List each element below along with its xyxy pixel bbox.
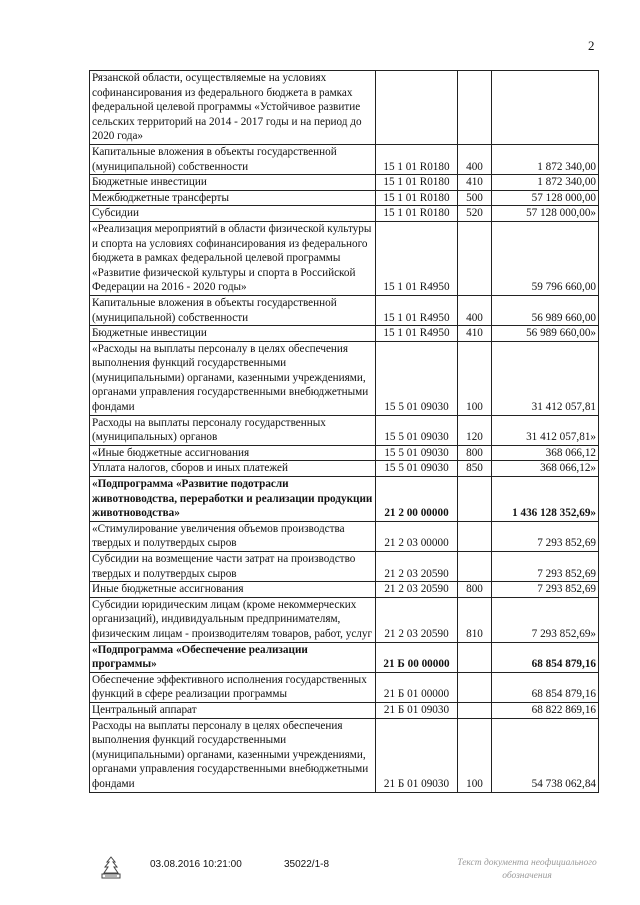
table-row	[90, 326, 599, 342]
table-row	[90, 221, 599, 295]
row-name-cell: «Иные бюджетные ассигнования	[90, 445, 376, 461]
row-name-cell: Расходы на выплаты персоналу в целях обеспечения выполнения функций государственными (муниципальными) органами, казенными учреждениями, органами управления государственными внебюджетными фондами	[90, 718, 376, 792]
row-code-cell: 21 Б 01 09030	[376, 702, 458, 718]
row-code-cell: 15 5 01 09030	[376, 445, 458, 461]
row-vr-cell: 850	[458, 461, 492, 477]
row-code-cell: 15 5 01 09030	[376, 461, 458, 477]
row-name-cell: Субсидии юридическим лицам (кроме некоммерческих организаций), индивидуальным предпринимателям, физическим лицам - производителям товаров, работ, услуг	[90, 597, 376, 642]
table-row	[90, 415, 599, 445]
row-vr-cell	[458, 221, 492, 295]
row-name-cell: Иные бюджетные ассигнования	[90, 582, 376, 598]
row-sum-cell: 7 293 852,69	[492, 521, 599, 551]
row-code-cell: 21 Б 00 00000	[376, 642, 458, 672]
row-name-cell: «Стимулирование увеличения объемов производства твердых и полутвердых сыров	[90, 521, 376, 551]
row-sum-cell: 68 822 869,16	[492, 702, 599, 718]
row-name-cell: Обеспечение эффективного исполнения государственных функций в сфере реализации программы	[90, 672, 376, 702]
table-row	[90, 552, 599, 582]
table-row	[90, 718, 599, 792]
row-sum-cell: 7 293 852,69»	[492, 597, 599, 642]
row-vr-cell: 120	[458, 415, 492, 445]
row-vr-cell	[458, 642, 492, 672]
row-sum-cell: 7 293 852,69	[492, 582, 599, 598]
row-vr-cell	[458, 71, 492, 145]
table-row	[90, 702, 599, 718]
row-code-cell: 21 Б 01 09030	[376, 718, 458, 792]
table-row	[90, 71, 599, 145]
row-code-cell: 15 5 01 09030	[376, 415, 458, 445]
footer-datetime: 03.08.2016 10:21:00	[150, 859, 242, 870]
row-name-cell: Капитальные вложения в объекты государственной (муниципальной) собственности	[90, 295, 376, 325]
row-code-cell: 21 2 03 20590	[376, 582, 458, 598]
row-sum-cell: 1 872 340,00	[492, 175, 599, 191]
row-vr-cell: 500	[458, 190, 492, 206]
row-vr-cell: 520	[458, 206, 492, 222]
row-name-cell: Рязанской области, осуществляемые на условиях софинансирования из федерального бюджета в рамках федеральной целевой программы «Устойчивое развитие сельских территорий на 2014 - 2017 годы и на период до 2020 года»	[90, 71, 376, 145]
table-row	[90, 341, 599, 415]
row-sum-cell: 56 989 660,00»	[492, 326, 599, 342]
row-sum-cell: 68 854 879,16	[492, 642, 599, 672]
table-row	[90, 144, 599, 174]
row-code-cell	[376, 71, 458, 145]
table-row	[90, 642, 599, 672]
row-name-cell: Расходы на выплаты персоналу государственных (муниципальных) органов	[90, 415, 376, 445]
row-code-cell: 15 1 01 R4950	[376, 295, 458, 325]
row-name-cell: Капитальные вложения в объекты государственной (муниципальной) собственности	[90, 144, 376, 174]
row-sum-cell: 1 436 128 352,69»	[492, 477, 599, 522]
row-vr-cell: 400	[458, 295, 492, 325]
row-vr-cell: 410	[458, 175, 492, 191]
row-code-cell: 15 1 01 R0180	[376, 144, 458, 174]
row-name-cell: Субсидии на возмещение части затрат на производство твердых и полутвердых сыров	[90, 552, 376, 582]
table-row	[90, 597, 599, 642]
row-name-cell: Уплата налогов, сборов и иных платежей	[90, 461, 376, 477]
row-code-cell: 21 Б 01 00000	[376, 672, 458, 702]
table-row	[90, 461, 599, 477]
row-vr-cell: 800	[458, 445, 492, 461]
row-vr-cell	[458, 552, 492, 582]
table-row	[90, 672, 599, 702]
row-vr-cell: 410	[458, 326, 492, 342]
row-code-cell: 15 1 01 R0180	[376, 175, 458, 191]
row-vr-cell: 800	[458, 582, 492, 598]
row-sum-cell: 54 738 062,84	[492, 718, 599, 792]
footer-doc-number: 35022/1-8	[284, 859, 330, 870]
row-vr-cell	[458, 477, 492, 522]
row-name-cell: «Реализация мероприятий в области физической культуры и спорта на условиях софинансирования из федерального бюджета в рамках федеральной целевой программы «Развитие физической культуры и спорта в Российской Федерации на 2016 - 2020 годы»	[90, 221, 376, 295]
row-sum-cell: 31 412 057,81»	[492, 415, 599, 445]
row-sum-cell: 7 293 852,69	[492, 552, 599, 582]
page-number: 2	[588, 38, 595, 53]
row-vr-cell	[458, 702, 492, 718]
row-name-cell: Центральный аппарат	[90, 702, 376, 718]
row-name-cell: «Подпрограмма «Обеспечение реализации программы»	[90, 642, 376, 672]
row-sum-cell: 31 412 057,81	[492, 341, 599, 415]
row-vr-cell	[458, 672, 492, 702]
row-code-cell: 15 1 01 R0180	[376, 206, 458, 222]
table-row	[90, 445, 599, 461]
row-name-cell: «Расходы на выплаты персоналу в целях обеспечения выполнения функций государственными (муниципальными) органами, казенными учреждениями, органами управления государственными внебюджетными фондами	[90, 341, 376, 415]
table-row	[90, 175, 599, 191]
row-sum-cell	[492, 71, 599, 145]
row-name-cell: Межбюджетные трансферты	[90, 190, 376, 206]
table-row	[90, 295, 599, 325]
row-sum-cell: 368 066,12	[492, 445, 599, 461]
table-row	[90, 521, 599, 551]
row-name-cell: Бюджетные инвестиции	[90, 175, 376, 191]
row-code-cell: 15 1 01 R4950	[376, 221, 458, 295]
row-sum-cell: 368 066,12»	[492, 461, 599, 477]
row-vr-cell: 100	[458, 718, 492, 792]
row-vr-cell	[458, 521, 492, 551]
row-name-cell: «Подпрограмма «Развитие подотрасли животноводства, переработки и реализации продукции животноводства»	[90, 477, 376, 522]
row-code-cell: 15 1 01 R0180	[376, 190, 458, 206]
row-sum-cell: 68 854 879,16	[492, 672, 599, 702]
row-code-cell: 21 2 03 20590	[376, 552, 458, 582]
budget-table	[89, 70, 599, 793]
row-code-cell: 21 2 00 00000	[376, 477, 458, 522]
row-name-cell: Субсидии	[90, 206, 376, 222]
table-row	[90, 477, 599, 522]
row-code-cell: 15 1 01 R4950	[376, 326, 458, 342]
row-name-cell: Бюджетные инвестиции	[90, 326, 376, 342]
row-sum-cell: 57 128 000,00»	[492, 206, 599, 222]
row-code-cell: 15 5 01 09030	[376, 341, 458, 415]
row-code-cell: 21 2 03 20590	[376, 597, 458, 642]
footer	[0, 855, 640, 905]
table-row	[90, 582, 599, 598]
footer-note: Текст документа неофициального обозначения	[457, 858, 597, 881]
row-sum-cell: 1 872 340,00	[492, 144, 599, 174]
row-code-cell: 21 2 03 00000	[376, 521, 458, 551]
row-sum-cell: 57 128 000,00	[492, 190, 599, 206]
row-vr-cell: 810	[458, 597, 492, 642]
table-row	[90, 190, 599, 206]
row-vr-cell: 100	[458, 341, 492, 415]
table-row	[90, 206, 599, 222]
row-vr-cell: 400	[458, 144, 492, 174]
row-sum-cell: 59 796 660,00	[492, 221, 599, 295]
coat-of-arms-icon	[96, 855, 126, 881]
row-sum-cell: 56 989 660,00	[492, 295, 599, 325]
